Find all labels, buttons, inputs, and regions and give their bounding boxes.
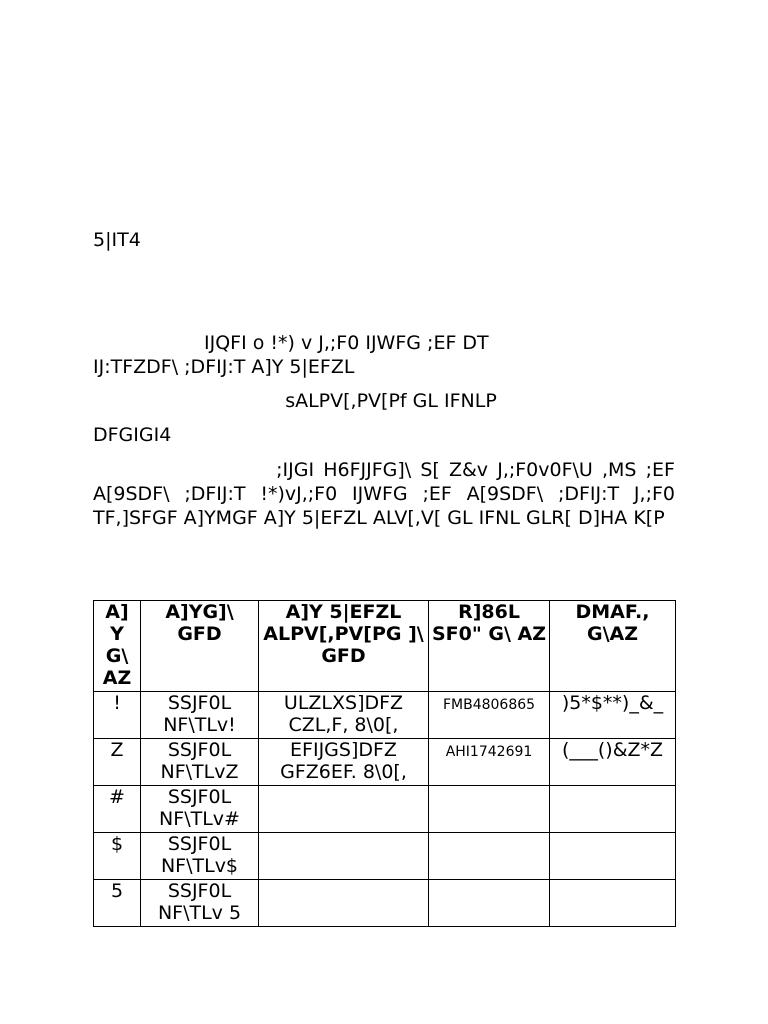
table-cell: 5 (94, 880, 141, 927)
table-cell: )5*$**)_&_ (550, 692, 676, 739)
header-cell: R]86L SF0" G\ AZ (429, 601, 550, 692)
table-cell (429, 786, 550, 833)
table-cell (259, 833, 429, 880)
header-cell: A]YG]\ GFD (141, 601, 259, 692)
table-cell: (___()&Z*Z (550, 739, 676, 786)
table-cell: EFIJGS]DFZ GFZ6EF. 8\0[, (259, 739, 429, 786)
table-row (94, 739, 676, 786)
intro-line-1: IJQFI o !*) v J,;F0 IJWFG ;EF DT (204, 332, 489, 354)
document-code: 5|IT4 (93, 229, 141, 251)
table-row (94, 786, 676, 833)
table-cell (550, 833, 676, 880)
table-cell: SSJF0L NF\TLv! (141, 692, 259, 739)
table-cell: ULZLXS]DFZ CZL,F, 8\0[, (259, 692, 429, 739)
header-cell: A]Y 5|EFZL ALPV[,PV[PG ]\ GFD (259, 601, 429, 692)
body-paragraph: ;IJGI H6FJJFG]\ S[ Z&v J,;F0v0F\U ,MS ;EF A[9SDF\ ;DFIJ:T !*)vJ,;F0 IJWFG ;EF A[9SDF\ ;DFIJ:T J,;F0 TF,]SFGF A]YMGF A]Y 5|EFZL ALV[,V[ GL IFNL GLR[ D]HA K[P (93, 459, 682, 529)
center-title: sALPV[,PV[Pf GL IFNLP (285, 390, 497, 412)
table-row (94, 833, 676, 880)
table-cell: AHI1742691 (429, 739, 550, 786)
table-cell (429, 880, 550, 927)
table-cell (550, 786, 676, 833)
table-cell (429, 833, 550, 880)
table-cell: FMB4806865 (429, 692, 550, 739)
table-cell (259, 880, 429, 927)
table-cell: $ (94, 833, 141, 880)
table-cell: Z (94, 739, 141, 786)
header-cell: DMAF., G\AZ (550, 601, 676, 692)
table-cell: SSJF0L NF\TLv 5 (141, 880, 259, 927)
intro-line-2: IJ:TFZDF\ ;DFIJ:T A]Y 5|EFZL (93, 356, 355, 378)
table-cell (550, 880, 676, 927)
booth-table (93, 600, 676, 927)
subheading: DFGIGI4 (93, 424, 172, 446)
table-cell (259, 786, 429, 833)
table-cell: SSJF0L NF\TLv# (141, 786, 259, 833)
table-header-row (94, 601, 676, 692)
table-row (94, 880, 676, 927)
table-row (94, 692, 676, 739)
table-cell: SSJF0L NF\TLv$ (141, 833, 259, 880)
header-cell: A] Y G\ AZ (94, 601, 141, 692)
table-cell: ! (94, 692, 141, 739)
table-cell: # (94, 786, 141, 833)
table-cell: SSJF0L NF\TLvZ (141, 739, 259, 786)
